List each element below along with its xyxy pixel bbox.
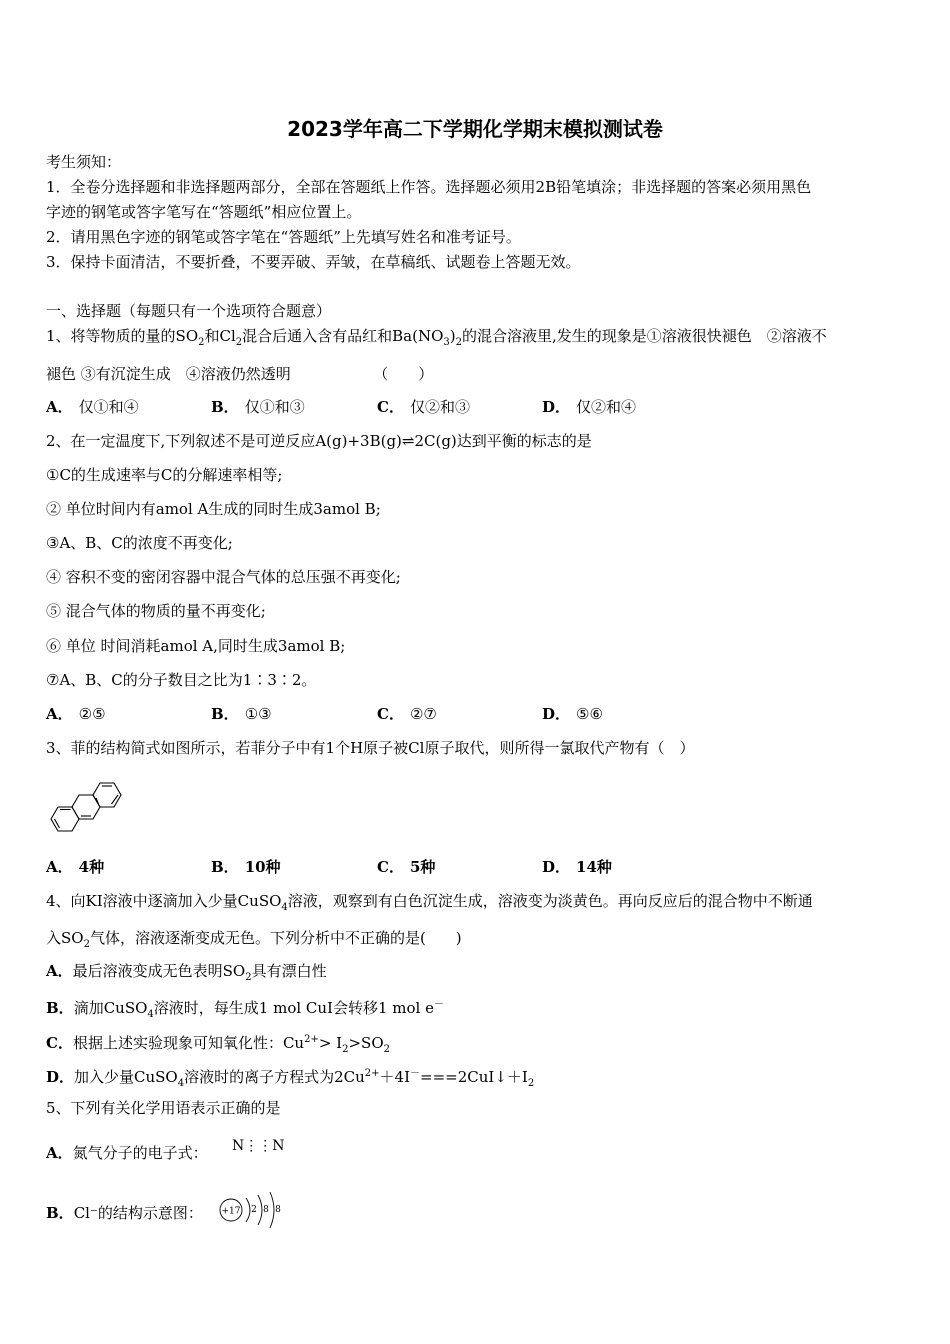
notice-item-3: 3．保持卡面清洁，不要折叠，不要弄破、弄皱，在草稿纸、试题卷上答题无效。 <box>46 253 581 271</box>
chloride-ion-structure-icon <box>214 1188 290 1232</box>
q4-stem-line2: 入$SO_2$气体，溶液逐渐变成无色。下列分析中不正确的是( ) <box>46 929 462 950</box>
page-title: 2023学年高二下学期化学期末模拟测试卷 <box>287 117 663 141</box>
q2-option-a[interactable]: A． ②⑤ <box>46 705 106 723</box>
q2-statement-3: ③A、B、C的浓度不再变化; <box>46 534 233 552</box>
notice-item-1a: 1．全卷分选择题和非选择题两部分，全部在答题纸上作答。选择题必须用2B铅笔填涂；非选择题的答案必须用黑色 <box>46 178 812 196</box>
section-heading: 一、选择题（每题只有一个选项符合题意） <box>46 302 332 320</box>
notice-heading: 考生须知： <box>46 153 122 171</box>
notice-item-2: 2．请用黑色字迹的钢笔或答字笔在“答题纸”上先填写姓名和准考证号。 <box>46 228 521 246</box>
q2-option-c[interactable]: C． ②⑦ <box>377 705 437 723</box>
q4-option-d[interactable]: D．加入少量CuSO$_4$溶液时的离子方程式为$2Cu^{2+}+4I^-===2CuI↓+I_2$ <box>46 1068 535 1089</box>
q2-statement-4: ④ 容积不变的密闭容器中混合气体的总压强不再变化; <box>46 568 401 586</box>
q2-option-b[interactable]: B． ①③ <box>211 705 272 723</box>
n2-electron-formula: N⋮⋮N <box>232 1138 285 1154</box>
q1-option-d[interactable]: D． 仅②和④ <box>542 398 637 416</box>
q3-option-b[interactable]: B． 10种 <box>211 858 281 876</box>
nucleus-charge: +17 <box>221 1206 241 1217</box>
q5-stem: 5、下列有关化学用语表示正确的是 <box>46 1099 281 1117</box>
shell-3-electrons: 8 <box>275 1205 281 1215</box>
phenanthrene-structure-icon <box>46 772 128 836</box>
q2-statement-6: ⑥ 单位 时间消耗amol A,同时生成3amol B; <box>46 637 346 655</box>
q3-option-a[interactable]: A． 4种 <box>46 858 105 876</box>
q4-option-b[interactable]: B．滴加CuSO$_4$溶液时，每生成1 mol CuI会转移1 mol e－ <box>46 999 444 1020</box>
q2-statement-5: ⑤ 混合气体的物质的量不再变化; <box>46 602 266 620</box>
shell-2-electrons: 8 <box>263 1205 269 1215</box>
q1-option-c[interactable]: C． 仅②和③ <box>377 398 470 416</box>
q2-statement-7: ⑦A、B、C的分子数目之比为1∶3∶2。 <box>46 671 317 689</box>
q2-option-d[interactable]: D． ⑤⑥ <box>542 705 603 723</box>
shell-1-electrons: 2 <box>251 1205 257 1215</box>
q2-statement-1: ①C的生成速率与C的分解速率相等; <box>46 466 283 484</box>
q1-stem-line2: 褪色 ③有沉淀生成 ④溶液仍然透明 （ ） <box>46 365 434 383</box>
q1-option-b[interactable]: B． 仅①和③ <box>211 398 305 416</box>
q3-option-d[interactable]: D． 14种 <box>542 858 612 876</box>
q2-stem: 2、在一定温度下,下列叙述不是可逆反应A(g)+3B(g)⇌2C(g)达到平衡的标志的是 <box>46 432 592 450</box>
q5-option-b[interactable]: B．Cl⁻的结构示意图： <box>46 1204 203 1222</box>
q1-stem-line1: 1、将等物质的量的$SO_2$和$Cl_2$混合后通入含有品红和$Ba(NO_3)_2$的混合溶液里,发生的现象是①溶液很快褪色 ②溶液不 <box>46 327 827 348</box>
q5-option-a[interactable]: A．氮气分子的电子式： <box>46 1144 208 1162</box>
notice-item-1b: 字迹的钢笔或答字笔写在“答题纸”相应位置上。 <box>46 203 362 221</box>
q2-statement-2: ② 单位时间内有amol A生成的同时生成3amol B; <box>46 500 381 518</box>
q4-option-c[interactable]: C．根据上述实验现象可知氧化性：$Cu^{2+}> I_2>SO_2$ <box>46 1034 391 1055</box>
q3-stem: 3、菲的结构简式如图所示，若菲分子中有1个H原子被Cl原子取代，则所得一氯取代产物有（ ） <box>46 739 695 757</box>
q3-option-c[interactable]: C． 5种 <box>377 858 436 876</box>
q4-option-a[interactable]: A．最后溶液变成无色表明$SO_2$具有漂白性 <box>46 962 327 983</box>
q1-option-a[interactable]: A． 仅①和④ <box>46 398 139 416</box>
q4-stem-line1: 4、向KI溶液中逐滴加入少量CuSO$_4$溶液，观察到有白色沉淀生成，溶液变为淡黄色。再向反应后的混合物中不断通 <box>46 892 813 913</box>
